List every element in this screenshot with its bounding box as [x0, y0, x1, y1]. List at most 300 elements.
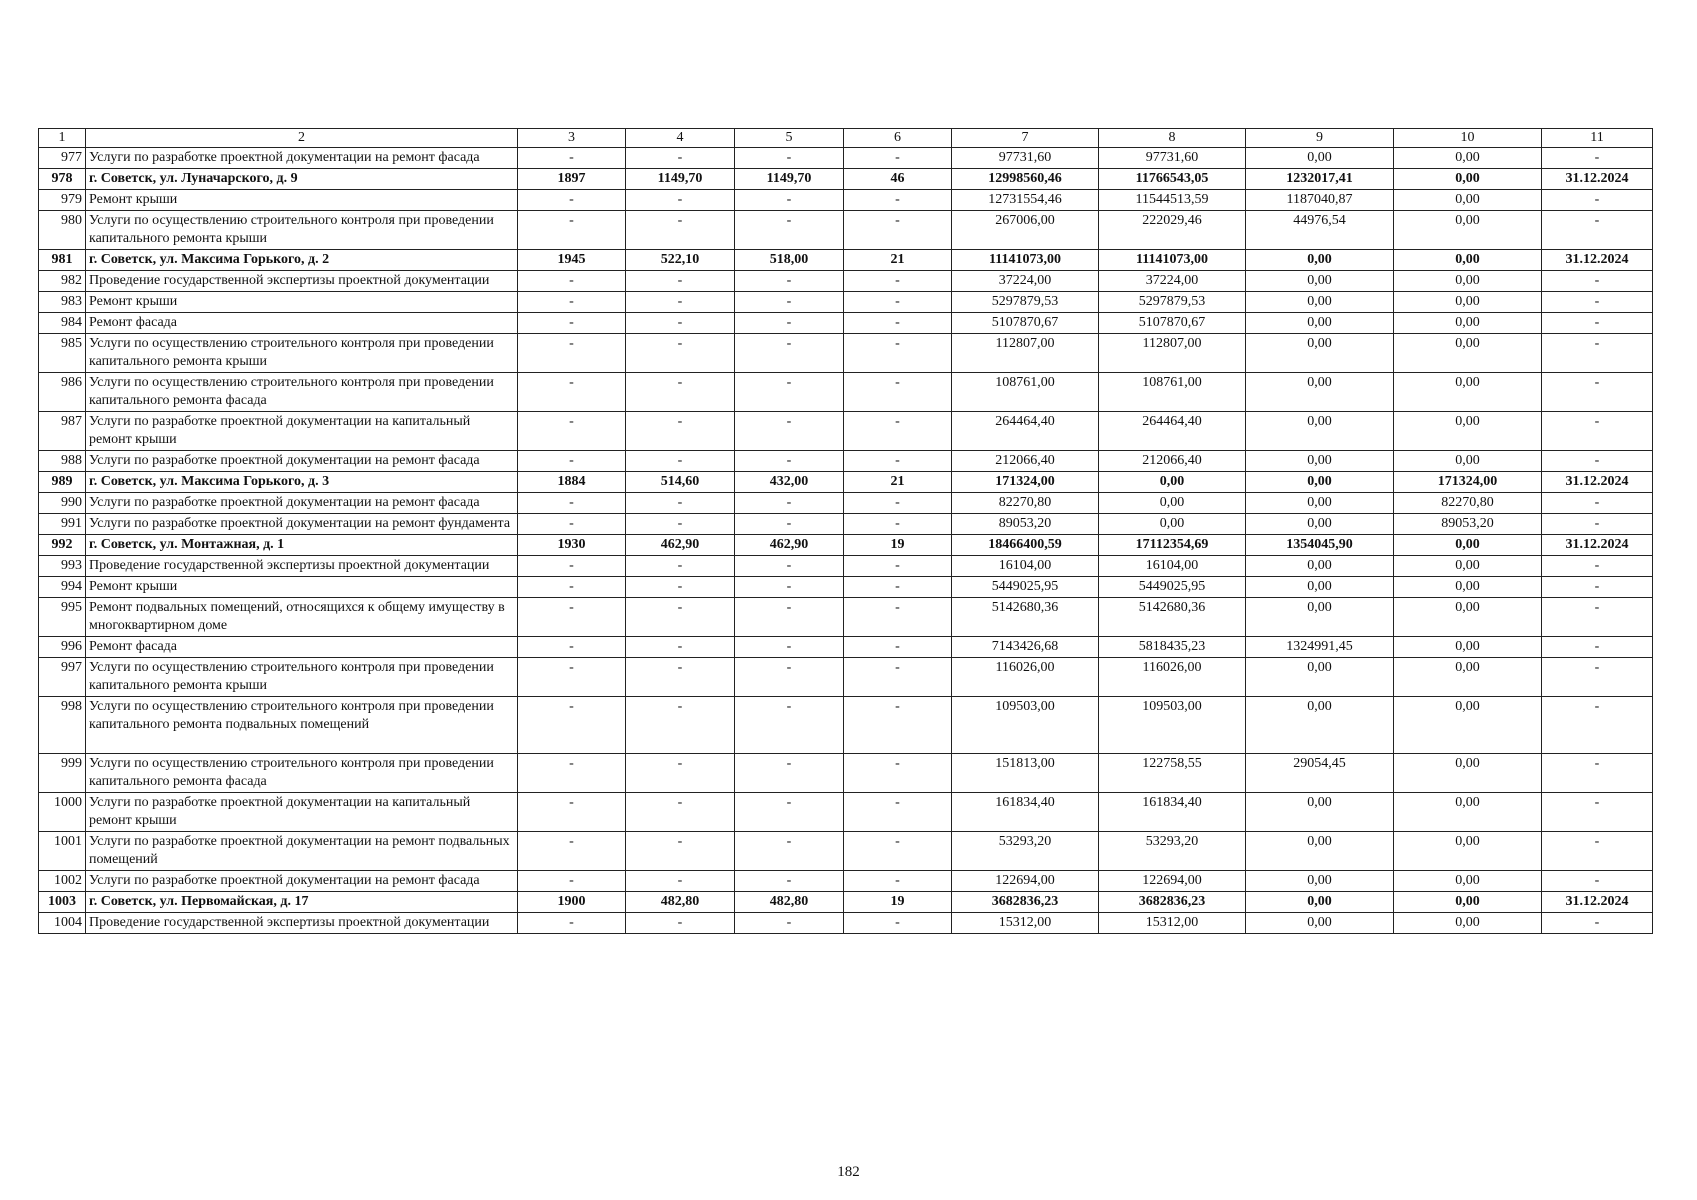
row-number-cell: 992	[39, 535, 86, 556]
residents-cell: -	[844, 313, 952, 334]
deadline-cell: 31.12.2024	[1542, 892, 1653, 913]
owners-cell: 0,00	[1246, 832, 1394, 871]
other-cell: 0,00	[1394, 535, 1542, 556]
living-area-cell: -	[735, 271, 844, 292]
description-cell: г. Советск, ул. Первомайская, д. 17	[86, 892, 518, 913]
fund-cell: 0,00	[1099, 514, 1246, 535]
owners-cell: 0,00	[1246, 871, 1394, 892]
cost-total-cell: 16104,00	[952, 556, 1099, 577]
deadline-cell: -	[1542, 598, 1653, 637]
cost-total-cell: 267006,00	[952, 211, 1099, 250]
owners-cell: 0,00	[1246, 334, 1394, 373]
row-number-cell: 997	[39, 658, 86, 697]
fund-cell: 109503,00	[1099, 697, 1246, 754]
year-cell: 1897	[518, 169, 626, 190]
year-cell: -	[518, 514, 626, 535]
cost-total-cell: 161834,40	[952, 793, 1099, 832]
column-header: 3	[518, 129, 626, 148]
table-row	[39, 148, 1653, 169]
living-area-cell: 462,90	[735, 535, 844, 556]
fund-cell: 222029,46	[1099, 211, 1246, 250]
description-cell: Услуги по разработке проектной документации на капитальный ремонт крыши	[86, 793, 518, 832]
fund-cell: 264464,40	[1099, 412, 1246, 451]
description-cell: Услуги по разработке проектной документации на ремонт фасада	[86, 451, 518, 472]
residents-cell: -	[844, 793, 952, 832]
row-number-cell: 994	[39, 577, 86, 598]
owners-cell: 0,00	[1246, 892, 1394, 913]
table-row	[39, 271, 1653, 292]
row-number-cell: 996	[39, 637, 86, 658]
header-row	[39, 129, 1653, 148]
residents-cell: -	[844, 697, 952, 754]
deadline-cell: 31.12.2024	[1542, 250, 1653, 271]
table-body	[39, 129, 1653, 934]
living-area-cell: -	[735, 658, 844, 697]
description-cell: Услуги по осуществлению строительного контроля при проведении капитального ремонта крыши	[86, 334, 518, 373]
description-cell: Услуги по осуществлению строительного контроля при проведении капитального ремонта крыши	[86, 211, 518, 250]
row-number-cell: 1004	[39, 913, 86, 934]
table-row	[39, 871, 1653, 892]
fund-cell: 16104,00	[1099, 556, 1246, 577]
deadline-cell: -	[1542, 451, 1653, 472]
residents-cell: -	[844, 556, 952, 577]
column-header: 2	[86, 129, 518, 148]
column-header: 9	[1246, 129, 1394, 148]
column-header: 11	[1542, 129, 1653, 148]
row-number-cell: 990	[39, 493, 86, 514]
year-cell: -	[518, 334, 626, 373]
year-cell: -	[518, 871, 626, 892]
total-area-cell: -	[626, 913, 735, 934]
table-row	[39, 451, 1653, 472]
residents-cell: -	[844, 412, 952, 451]
cost-total-cell: 3682836,23	[952, 892, 1099, 913]
address-row	[39, 169, 1653, 190]
owners-cell: 29054,45	[1246, 754, 1394, 793]
living-area-cell: -	[735, 637, 844, 658]
total-area-cell: -	[626, 577, 735, 598]
description-cell: Услуги по разработке проектной документации на ремонт фасада	[86, 148, 518, 169]
residents-cell: 21	[844, 472, 952, 493]
total-area-cell: -	[626, 556, 735, 577]
deadline-cell: -	[1542, 292, 1653, 313]
row-number-cell: 991	[39, 514, 86, 535]
year-cell: 1884	[518, 472, 626, 493]
deadline-cell: -	[1542, 412, 1653, 451]
fund-cell: 5297879,53	[1099, 292, 1246, 313]
owners-cell: 0,00	[1246, 148, 1394, 169]
residents-cell: -	[844, 292, 952, 313]
owners-cell: 0,00	[1246, 451, 1394, 472]
fund-cell: 0,00	[1099, 493, 1246, 514]
year-cell: -	[518, 292, 626, 313]
table-row	[39, 598, 1653, 637]
year-cell: -	[518, 637, 626, 658]
deadline-cell: -	[1542, 493, 1653, 514]
residents-cell: -	[844, 451, 952, 472]
column-header: 6	[844, 129, 952, 148]
fund-cell: 212066,40	[1099, 451, 1246, 472]
description-cell: Услуги по разработке проектной документации на ремонт фасада	[86, 493, 518, 514]
fund-cell: 97731,60	[1099, 148, 1246, 169]
total-area-cell: -	[626, 637, 735, 658]
total-area-cell: 1149,70	[626, 169, 735, 190]
deadline-cell: -	[1542, 832, 1653, 871]
deadline-cell: 31.12.2024	[1542, 472, 1653, 493]
owners-cell: 1187040,87	[1246, 190, 1394, 211]
living-area-cell: -	[735, 913, 844, 934]
cost-total-cell: 5297879,53	[952, 292, 1099, 313]
description-cell: Ремонт крыши	[86, 292, 518, 313]
row-number-cell: 986	[39, 373, 86, 412]
cost-total-cell: 12731554,46	[952, 190, 1099, 211]
total-area-cell: 482,80	[626, 892, 735, 913]
total-area-cell: 522,10	[626, 250, 735, 271]
other-cell: 0,00	[1394, 148, 1542, 169]
row-number-cell: 993	[39, 556, 86, 577]
year-cell: -	[518, 577, 626, 598]
other-cell: 0,00	[1394, 637, 1542, 658]
total-area-cell: 514,60	[626, 472, 735, 493]
residents-cell: -	[844, 598, 952, 637]
description-cell: г. Советск, ул. Максима Горького, д. 3	[86, 472, 518, 493]
row-number-cell: 995	[39, 598, 86, 637]
year-cell: 1930	[518, 535, 626, 556]
row-number-cell: 979	[39, 190, 86, 211]
year-cell: -	[518, 493, 626, 514]
table-row	[39, 637, 1653, 658]
total-area-cell: -	[626, 211, 735, 250]
cost-total-cell: 37224,00	[952, 271, 1099, 292]
owners-cell: 0,00	[1246, 577, 1394, 598]
deadline-cell: -	[1542, 313, 1653, 334]
description-cell: Услуги по разработке проектной документации на ремонт фундамента	[86, 514, 518, 535]
cost-total-cell: 109503,00	[952, 697, 1099, 754]
deadline-cell: -	[1542, 271, 1653, 292]
address-row	[39, 892, 1653, 913]
other-cell: 0,00	[1394, 598, 1542, 637]
row-number-cell: 989	[39, 472, 86, 493]
cost-total-cell: 82270,80	[952, 493, 1099, 514]
other-cell: 0,00	[1394, 211, 1542, 250]
owners-cell: 0,00	[1246, 556, 1394, 577]
row-number-cell: 984	[39, 313, 86, 334]
year-cell: -	[518, 658, 626, 697]
owners-cell: 0,00	[1246, 514, 1394, 535]
cost-total-cell: 11141073,00	[952, 250, 1099, 271]
cost-total-cell: 171324,00	[952, 472, 1099, 493]
other-cell: 0,00	[1394, 913, 1542, 934]
other-cell: 0,00	[1394, 190, 1542, 211]
living-area-cell: -	[735, 334, 844, 373]
owners-cell: 0,00	[1246, 598, 1394, 637]
description-cell: Услуги по разработке проектной документации на ремонт фасада	[86, 871, 518, 892]
other-cell: 0,00	[1394, 556, 1542, 577]
residents-cell: -	[844, 493, 952, 514]
living-area-cell: -	[735, 373, 844, 412]
fund-cell: 11544513,59	[1099, 190, 1246, 211]
deadline-cell: -	[1542, 697, 1653, 754]
other-cell: 0,00	[1394, 412, 1542, 451]
table-row	[39, 373, 1653, 412]
fund-cell: 108761,00	[1099, 373, 1246, 412]
other-cell: 0,00	[1394, 892, 1542, 913]
table-row	[39, 556, 1653, 577]
deadline-cell: -	[1542, 577, 1653, 598]
row-number-cell: 978	[39, 169, 86, 190]
table-row	[39, 658, 1653, 697]
deadline-cell: -	[1542, 334, 1653, 373]
row-number-cell: 988	[39, 451, 86, 472]
living-area-cell: -	[735, 412, 844, 451]
owners-cell: 0,00	[1246, 697, 1394, 754]
address-row	[39, 535, 1653, 556]
cost-total-cell: 122694,00	[952, 871, 1099, 892]
year-cell: -	[518, 373, 626, 412]
residents-cell: -	[844, 334, 952, 373]
column-header: 4	[626, 129, 735, 148]
fund-cell: 17112354,69	[1099, 535, 1246, 556]
cost-total-cell: 12998560,46	[952, 169, 1099, 190]
total-area-cell: -	[626, 493, 735, 514]
owners-cell: 0,00	[1246, 913, 1394, 934]
residents-cell: -	[844, 637, 952, 658]
residents-cell: -	[844, 871, 952, 892]
deadline-cell: -	[1542, 211, 1653, 250]
deadline-cell: -	[1542, 913, 1653, 934]
deadline-cell: -	[1542, 556, 1653, 577]
owners-cell: 44976,54	[1246, 211, 1394, 250]
total-area-cell: -	[626, 271, 735, 292]
table-row	[39, 412, 1653, 451]
owners-cell: 0,00	[1246, 313, 1394, 334]
total-area-cell: -	[626, 373, 735, 412]
owners-cell: 0,00	[1246, 658, 1394, 697]
description-cell: Услуги по разработке проектной документации на капитальный ремонт крыши	[86, 412, 518, 451]
column-header: 8	[1099, 129, 1246, 148]
description-cell: Ремонт фасада	[86, 313, 518, 334]
residents-cell: -	[844, 913, 952, 934]
year-cell: -	[518, 211, 626, 250]
year-cell: -	[518, 190, 626, 211]
residents-cell: 19	[844, 892, 952, 913]
total-area-cell: -	[626, 412, 735, 451]
year-cell: -	[518, 148, 626, 169]
deadline-cell: -	[1542, 373, 1653, 412]
description-cell: г. Советск, ул. Максима Горького, д. 2	[86, 250, 518, 271]
living-area-cell: -	[735, 793, 844, 832]
cost-total-cell: 18466400,59	[952, 535, 1099, 556]
table-row	[39, 697, 1653, 754]
residents-cell: 21	[844, 250, 952, 271]
fund-cell: 0,00	[1099, 472, 1246, 493]
fund-cell: 116026,00	[1099, 658, 1246, 697]
year-cell: -	[518, 793, 626, 832]
row-number-cell: 987	[39, 412, 86, 451]
total-area-cell: -	[626, 754, 735, 793]
total-area-cell: -	[626, 832, 735, 871]
cost-total-cell: 15312,00	[952, 913, 1099, 934]
living-area-cell: 518,00	[735, 250, 844, 271]
other-cell: 0,00	[1394, 169, 1542, 190]
year-cell: -	[518, 556, 626, 577]
other-cell: 0,00	[1394, 313, 1542, 334]
deadline-cell: 31.12.2024	[1542, 169, 1653, 190]
table-row	[39, 832, 1653, 871]
fund-cell: 53293,20	[1099, 832, 1246, 871]
cost-total-cell: 212066,40	[952, 451, 1099, 472]
description-cell: Ремонт фасада	[86, 637, 518, 658]
total-area-cell: -	[626, 793, 735, 832]
cost-total-cell: 7143426,68	[952, 637, 1099, 658]
description-cell: г. Советск, ул. Луначарского, д. 9	[86, 169, 518, 190]
description-cell: Ремонт подвальных помещений, относящихся к общему имуществу в многоквартирном доме	[86, 598, 518, 637]
deadline-cell: 31.12.2024	[1542, 535, 1653, 556]
owners-cell: 1232017,41	[1246, 169, 1394, 190]
row-number-cell: 1001	[39, 832, 86, 871]
fund-cell: 3682836,23	[1099, 892, 1246, 913]
year-cell: -	[518, 754, 626, 793]
year-cell: 1945	[518, 250, 626, 271]
row-number-cell: 983	[39, 292, 86, 313]
living-area-cell: -	[735, 556, 844, 577]
living-area-cell: -	[735, 832, 844, 871]
other-cell: 171324,00	[1394, 472, 1542, 493]
row-number-cell: 998	[39, 697, 86, 754]
row-number-cell: 982	[39, 271, 86, 292]
residents-cell: -	[844, 373, 952, 412]
table-row	[39, 793, 1653, 832]
cost-total-cell: 53293,20	[952, 832, 1099, 871]
cost-total-cell: 116026,00	[952, 658, 1099, 697]
owners-cell: 1324991,45	[1246, 637, 1394, 658]
living-area-cell: 1149,70	[735, 169, 844, 190]
living-area-cell: -	[735, 754, 844, 793]
year-cell: -	[518, 271, 626, 292]
living-area-cell: -	[735, 313, 844, 334]
residents-cell: -	[844, 577, 952, 598]
residents-cell: -	[844, 271, 952, 292]
description-cell: Ремонт крыши	[86, 190, 518, 211]
description-cell: Услуги по осуществлению строительного контроля при проведении капитального ремонта фасада	[86, 373, 518, 412]
total-area-cell: -	[626, 292, 735, 313]
description-cell: Проведение государственной экспертизы проектной документации	[86, 913, 518, 934]
year-cell: -	[518, 697, 626, 754]
other-cell: 0,00	[1394, 271, 1542, 292]
address-row	[39, 472, 1653, 493]
fund-cell: 5142680,36	[1099, 598, 1246, 637]
total-area-cell: -	[626, 658, 735, 697]
living-area-cell: 482,80	[735, 892, 844, 913]
owners-cell: 1354045,90	[1246, 535, 1394, 556]
total-area-cell: -	[626, 598, 735, 637]
owners-cell: 0,00	[1246, 793, 1394, 832]
other-cell: 0,00	[1394, 697, 1542, 754]
total-area-cell: -	[626, 148, 735, 169]
residents-cell: -	[844, 148, 952, 169]
row-number-cell: 981	[39, 250, 86, 271]
row-number-cell: 980	[39, 211, 86, 250]
total-area-cell: -	[626, 334, 735, 373]
cost-total-cell: 108761,00	[952, 373, 1099, 412]
deadline-cell: -	[1542, 871, 1653, 892]
fund-cell: 37224,00	[1099, 271, 1246, 292]
table-row	[39, 577, 1653, 598]
other-cell: 0,00	[1394, 373, 1542, 412]
description-cell: Услуги по разработке проектной документации на ремонт подвальных помещений	[86, 832, 518, 871]
other-cell: 0,00	[1394, 658, 1542, 697]
living-area-cell: -	[735, 871, 844, 892]
year-cell: -	[518, 412, 626, 451]
year-cell: -	[518, 451, 626, 472]
table-row	[39, 754, 1653, 793]
total-area-cell: 462,90	[626, 535, 735, 556]
residents-cell: -	[844, 211, 952, 250]
fund-cell: 11141073,00	[1099, 250, 1246, 271]
living-area-cell: -	[735, 493, 844, 514]
table-row	[39, 493, 1653, 514]
fund-cell: 5818435,23	[1099, 637, 1246, 658]
other-cell: 0,00	[1394, 334, 1542, 373]
other-cell: 0,00	[1394, 577, 1542, 598]
table-row	[39, 514, 1653, 535]
description-cell: Услуги по осуществлению строительного контроля при проведении капитального ремонта подвальных помещений	[86, 697, 518, 754]
living-area-cell: -	[735, 514, 844, 535]
fund-cell: 122694,00	[1099, 871, 1246, 892]
living-area-cell: -	[735, 190, 844, 211]
table-row	[39, 334, 1653, 373]
deadline-cell: -	[1542, 754, 1653, 793]
cost-total-cell: 5142680,36	[952, 598, 1099, 637]
living-area-cell: -	[735, 292, 844, 313]
total-area-cell: -	[626, 514, 735, 535]
page-number: 182	[837, 1164, 860, 1180]
residents-cell: -	[844, 514, 952, 535]
description-cell: г. Советск, ул. Монтажная, д. 1	[86, 535, 518, 556]
deadline-cell: -	[1542, 190, 1653, 211]
registry-table-container	[38, 128, 1652, 934]
table-row	[39, 292, 1653, 313]
deadline-cell: -	[1542, 658, 1653, 697]
owners-cell: 0,00	[1246, 373, 1394, 412]
fund-cell: 161834,40	[1099, 793, 1246, 832]
other-cell: 0,00	[1394, 871, 1542, 892]
total-area-cell: -	[626, 871, 735, 892]
table-row	[39, 211, 1653, 250]
fund-cell: 5107870,67	[1099, 313, 1246, 334]
year-cell: -	[518, 913, 626, 934]
residents-cell: -	[844, 190, 952, 211]
description-cell: Услуги по осуществлению строительного контроля при проведении капитального ремонта крыши	[86, 658, 518, 697]
row-number-cell: 985	[39, 334, 86, 373]
description-cell: Проведение государственной экспертизы проектной документации	[86, 556, 518, 577]
living-area-cell: -	[735, 451, 844, 472]
row-number-cell: 1003	[39, 892, 86, 913]
cost-total-cell: 112807,00	[952, 334, 1099, 373]
other-cell: 82270,80	[1394, 493, 1542, 514]
description-cell: Ремонт крыши	[86, 577, 518, 598]
living-area-cell: 432,00	[735, 472, 844, 493]
living-area-cell: -	[735, 598, 844, 637]
row-number-cell: 999	[39, 754, 86, 793]
cost-total-cell: 5107870,67	[952, 313, 1099, 334]
row-number-cell: 977	[39, 148, 86, 169]
other-cell: 0,00	[1394, 250, 1542, 271]
fund-cell: 15312,00	[1099, 913, 1246, 934]
other-cell: 89053,20	[1394, 514, 1542, 535]
registry-table	[38, 128, 1653, 934]
other-cell: 0,00	[1394, 793, 1542, 832]
